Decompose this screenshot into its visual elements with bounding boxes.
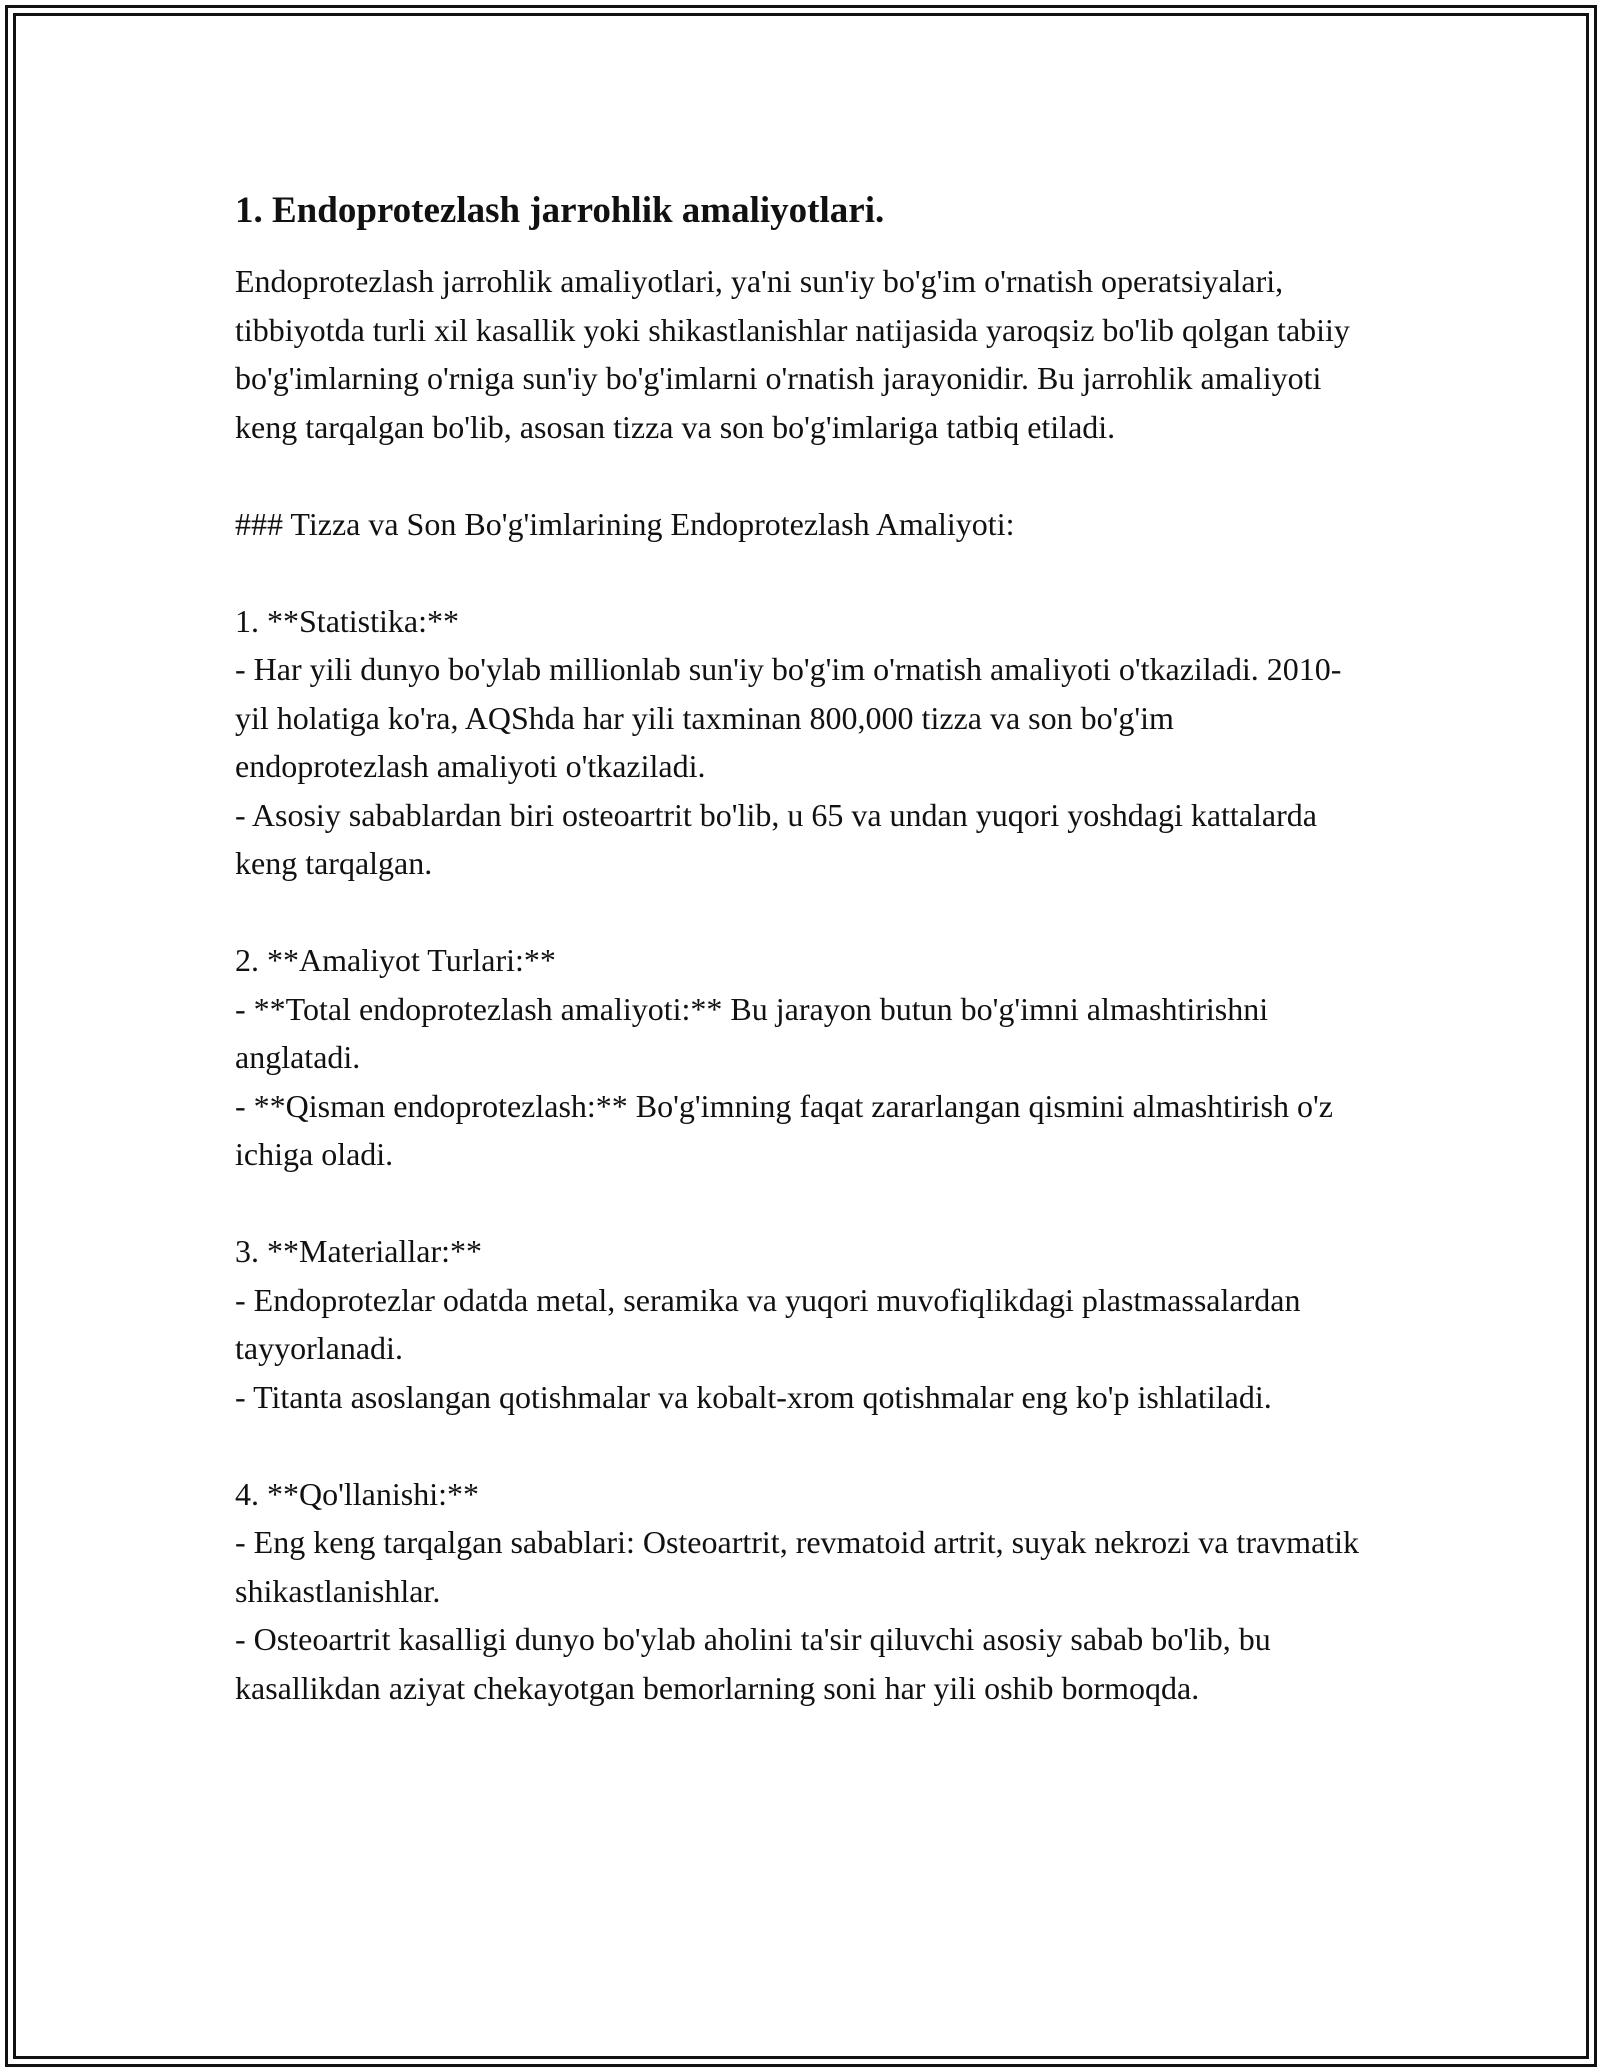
section-heading: 4. **Qo'llanishi:** bbox=[235, 1475, 479, 1512]
section-materiallar bbox=[235, 1227, 1365, 1421]
section-heading: 2. **Amaliyot Turlari:** bbox=[235, 942, 556, 978]
list-item: - Endoprotezlar odatda metal, seramika va yuqori muvofiqlikdagi plastmassalardan tayyorlanadi. bbox=[235, 1281, 1309, 1366]
list-item: - **Total endoprotezlash amaliyoti:** Bu jarayon butun bo'g'imni almashtirishni anglatadi. bbox=[235, 990, 1277, 1075]
section-heading: 3. **Materiallar:** bbox=[235, 1233, 483, 1269]
section-qollanishi bbox=[235, 1470, 1368, 1713]
document-title: 1. Endoprotezlash jarrohlik amaliyotlari. bbox=[235, 190, 885, 231]
intro-paragraph: Endoprotezlash jarrohlik amaliyotlari, ya'ni sun'iy bo'g'im o'rnatish operatsiyalari, tibbiyotda turli xil kasallik yoki shikastlanishlar natijasida yaroqsiz bo'lib qolgan tabiiy bo'g'imlarning o'rniga sun'iy bo'g'imlarni o'rnatish jarayonidir. Bu jarrohlik amaliyoti keng tarqalgan bo'lib, asosan tizza va son bo'g'imlariga tatbiq etiladi. bbox=[235, 263, 1350, 445]
list-item: - Osteoartrit kasalligi dunyo bo'ylab aholini ta'sir qiluvchi asosiy sabab bo'lib, bu kasallikdan aziyat chekayotgan bemorlarning soni har yili oshib bormoqda. bbox=[235, 1621, 1279, 1706]
section-amaliyot-turlari bbox=[235, 936, 1365, 1179]
list-item: - Har yili dunyo bo'ylab millionlab sun'iy bo'g'im o'rnatish amaliyoti o'tkaziladi. 2010-yil holatiga ko'ra, AQShda har yili taxminan 800,000 tizza va son bo'g'im endoprotezlash amaliyoti o'tkaziladi. bbox=[235, 651, 1342, 784]
document-body bbox=[235, 185, 1368, 1712]
section-statistika bbox=[235, 597, 1365, 888]
list-item: - **Qisman endoprotezlash:** Bo'g'imning faqat zararlangan qismini almashtirish o'z ichiga oladi. bbox=[235, 1087, 1341, 1172]
section-heading: 1. **Statistika:** bbox=[235, 602, 459, 639]
list-item: - Eng keng tarqalgan sabablari: Osteoartrit, revmatoid artrit, suyak nekrozi va travmatik shikastlanishlar. bbox=[235, 1524, 1368, 1609]
list-item: - Asosiy sabablardan biri osteoartrit bo'lib, u 65 va undan yuqori yoshdagi kattalarda keng tarqalgan. bbox=[235, 796, 1325, 881]
list-item: - Titanta asoslangan qotishmalar va kobalt-xrom qotishmalar eng ko'p ishlatiladi. bbox=[235, 1378, 1272, 1415]
subheading: ### Tizza va Son Bo'g'imlarining Endoprotezlash Amaliyoti: bbox=[235, 505, 1015, 542]
